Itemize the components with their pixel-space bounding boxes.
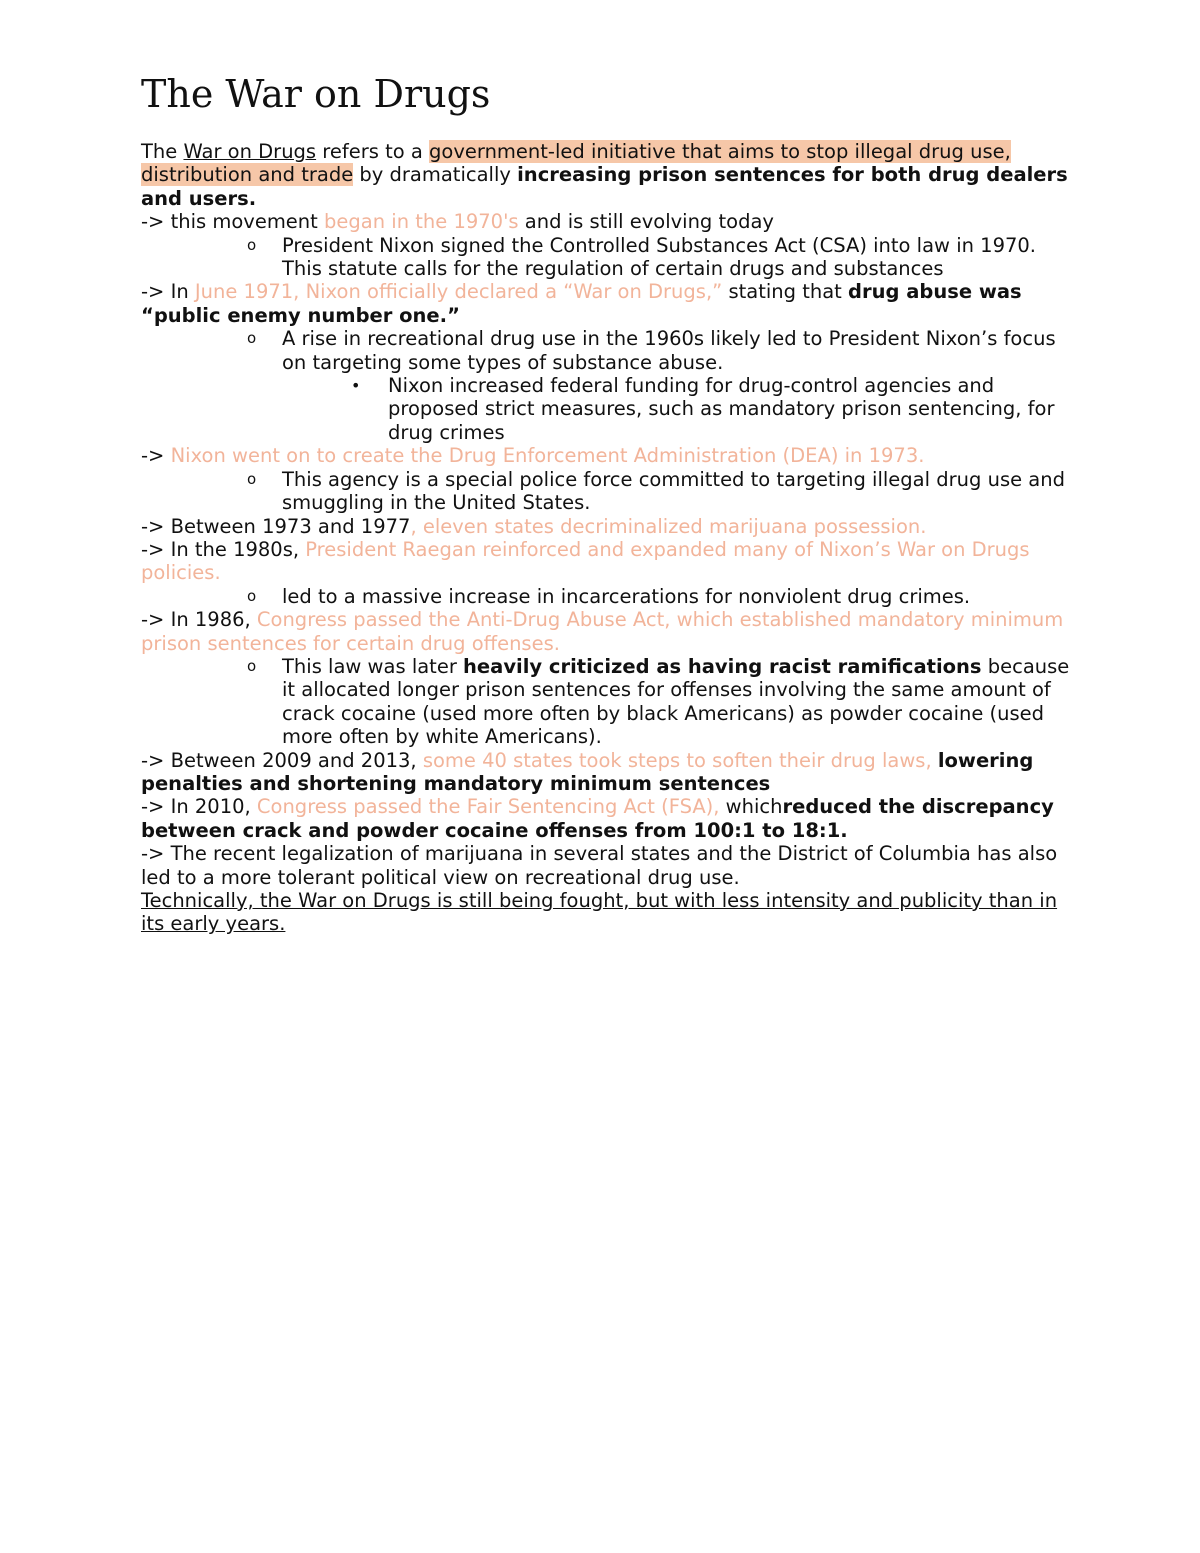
- circle-bullet-icon: o: [247, 469, 257, 488]
- circle-bullet-icon: o: [247, 235, 257, 254]
- arrow-paragraph: -> this movement began in the 1970's and is still evolving today: [141, 210, 774, 234]
- pink-text: , eleven states decriminalized marijuana possession.: [410, 514, 927, 538]
- bold-text: heavily criticized as having racist ramifications: [463, 654, 982, 678]
- bold-text: drug abuse was “public enemy number one.”: [141, 280, 1022, 327]
- arrow-paragraph: -> In 2010, Congress passed the Fair Sentencing Act (FSA), whichreduced the discrepancy between crack and powder cocaine offenses from 100:1 to 18:1.: [141, 795, 1054, 842]
- arrow-paragraph: -> In the 1980s, President Raegan reinforced and expanded many of Nixon’s War on Drugs policies.: [141, 537, 1030, 585]
- intro-text: The: [141, 140, 184, 163]
- arrow-paragraph: -> In 1986, Congress passed the Anti-Drug Abuse Act, which established mandatory minimum prison sentences for certain drug offenses.: [141, 608, 1064, 655]
- sub-bullet-item: o This agency is a special police force committed to targeting illegal drug use and smuggling in the United States.: [247, 467, 1065, 515]
- pink-text: June 1971, Nixon officially declared a “War on Drugs,”: [194, 280, 723, 304]
- pink-text: began in the 1970's: [324, 210, 519, 234]
- arrow-paragraph: -> Between 1973 and 1977, eleven states decriminalized marijuana possession.: [141, 514, 927, 538]
- bold-text: lowering penalties and shortening mandatory minimum sentences: [141, 748, 1034, 795]
- pink-text: President Raegan reinforced and expanded many of Nixon’s War on Drugs policies.: [141, 537, 1030, 585]
- bold-text: reduced the discrepancy between crack and powder cocaine offenses from 100:1 to 18:1.: [141, 795, 1054, 842]
- pink-text: Nixon went on to create the Drug Enforcement Administration (DEA) in 1973.: [170, 444, 925, 468]
- arrow-paragraph: -> The recent legalization of marijuana in several states and the District of Columbia has also led to a more tolerant political view on recreational drug use.: [141, 842, 1058, 889]
- pink-text: some 40 states took steps to soften their drug laws,: [422, 748, 932, 772]
- circle-bullet-icon: o: [247, 586, 257, 605]
- dot-bullet-icon: •: [351, 376, 361, 396]
- sub-bullet-item: o President Nixon signed the Controlled Substances Act (CSA) into law in 1970. This statute calls for the regulation of certain drugs and substances: [247, 233, 1036, 281]
- arrow-paragraph: -> In June 1971, Nixon officially declared a “War on Drugs,” stating that drug abuse was “public enemy number one.”: [141, 280, 1022, 327]
- sub-bullet-item: o A rise in recreational drug use in the 1960s likely led to President Nixon’s focus on targeting some types of substance abuse.: [247, 327, 1056, 374]
- sub-bullet-item: o This law was later heavily criticized as having racist ramifications because it allocated longer prison sentences for offenses involving the same amount of crack cocaine (used more often by black Americans) as powder cocaine (used more often by white Americans).: [247, 654, 1070, 749]
- document-title: The War on Drugs: [141, 72, 491, 116]
- intro-text: by dramatically: [353, 163, 518, 187]
- arrow-paragraph: -> Nixon went on to create the Drug Enforcement Administration (DEA) in 1973.: [141, 444, 925, 468]
- sub-bullet-item: o led to a massive increase in incarcerations for nonviolent drug crimes.: [247, 584, 971, 608]
- bold-text: increasing prison sentences for both drug dealers and users.: [141, 163, 1068, 210]
- pink-text: Congress passed the Anti-Drug Abuse Act, which established mandatory minimum prison sentences for certain drug offenses.: [141, 608, 1064, 655]
- circle-bullet-icon: o: [247, 656, 257, 675]
- arrow-paragraph: -> Between 2009 and 2013, some 40 states took steps to soften their drug laws, lowering penalties and shortening mandatory minimum sentences: [141, 748, 1034, 795]
- war-on-drugs-link[interactable]: War on Drugs: [183, 140, 317, 163]
- intro-paragraph: [141, 140, 1076, 210]
- closing-statement: Technically, the War on Drugs is still being fought, but with less intensity and publicity than in its early years.: [141, 889, 1058, 936]
- pink-text: Congress passed the Fair Sentencing Act (FSA),: [256, 795, 720, 819]
- intro-text: refers to a: [316, 140, 430, 163]
- sub-sub-bullet-item: • Nixon increased federal funding for drug-control agencies and proposed strict measures, such as mandatory prison sentencing, for drug crimes: [351, 374, 1055, 444]
- highlighted-text: government-led initiative that aims to stop illegal drug use, distribution and trade: [141, 140, 1011, 187]
- document-page: [141, 70, 1076, 936]
- circle-bullet-icon: o: [247, 329, 257, 348]
